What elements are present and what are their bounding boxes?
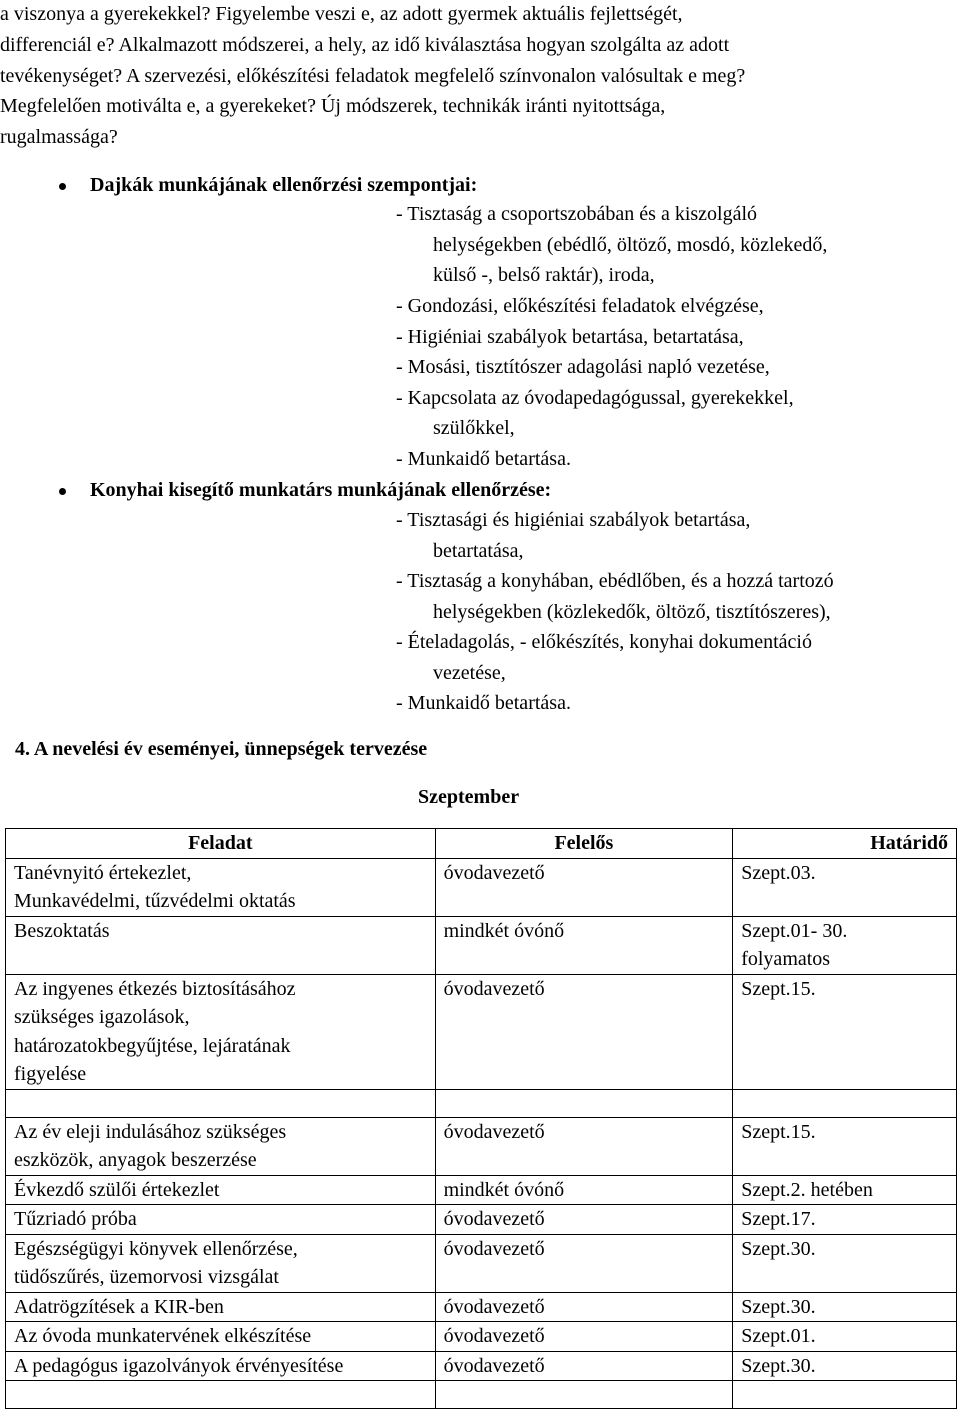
table-row	[6, 1351, 957, 1381]
deadline-cell: Szept.2. hetében	[733, 1175, 957, 1205]
responsible-cell: mindkét óvónő	[435, 1175, 733, 1205]
deadline-cell: Szept.30.	[733, 1292, 957, 1322]
konyha-line: betartatása,	[433, 540, 524, 562]
task-cell: Beszoktatás	[6, 916, 436, 974]
deadline-cell: Szept.15.	[733, 1117, 957, 1175]
intro-line: a viszonya a gyerekekkel? Figyelembe veszi e, az adott gyermek aktuális fejlettségét,	[0, 3, 683, 25]
task-cell: A pedagógus igazolványok érvényesítése	[6, 1351, 436, 1381]
responsible-cell: mindkét óvónő	[435, 916, 733, 974]
table-row	[6, 1089, 957, 1117]
task-cell	[6, 1381, 436, 1409]
responsible-cell: óvodavezető	[435, 1351, 733, 1381]
responsible-cell	[435, 1381, 733, 1409]
header-feladat: Feladat	[6, 829, 436, 859]
task-cell: Évkezdő szülői értekezlet	[6, 1175, 436, 1205]
task-cell: Tanévnyitó értekezlet, Munkavédelmi, tűzvédelmi oktatás	[6, 858, 436, 916]
section-4-title: 4. A nevelési év eseményei, ünnepségek tervezése	[15, 738, 428, 760]
table-row	[6, 974, 957, 1089]
deadline-cell: Szept.30.	[733, 1234, 957, 1292]
konyha-line: vezetése,	[433, 662, 506, 684]
konyha-line: - Tisztasági és higiéniai szabályok betartása,	[396, 509, 751, 531]
konyha-line: helységekben (közlekedők, öltöző, tisztítószeres),	[433, 601, 831, 623]
table-row	[6, 916, 957, 974]
dajka-heading: Dajkák munkájának ellenőrzési szempontjai:	[90, 174, 478, 196]
intro-line: differenciál e? Alkalmazott módszerei, a hely, az idő kiválasztása hogyan szolgálta az adott	[0, 34, 730, 56]
intro-line: tevékenységet? A szervezési, előkészítési feladatok megfelelő színvonalon valósultak e meg?	[0, 65, 746, 87]
task-cell: Egészségügyi könyvek ellenőrzése, tüdőszűrés, üzemorvosi vizsgálat	[6, 1234, 436, 1292]
dajka-line: külső -, belső raktár), iroda,	[433, 264, 655, 286]
month-title: Szeptember	[418, 786, 520, 808]
dajka-line: szülőkkel,	[433, 417, 515, 439]
deadline-cell: Szept.15.	[733, 974, 957, 1089]
responsible-cell: óvodavezető	[435, 1322, 733, 1352]
konyha-line: - Munkaidő betartása.	[396, 692, 571, 714]
dajka-line: - Munkaidő betartása.	[396, 448, 571, 470]
task-cell: Az év eleji indulásához szükséges eszközök, anyagok beszerzése	[6, 1117, 436, 1175]
task-cell: Adatrögzítések a KIR-ben	[6, 1292, 436, 1322]
table-row	[6, 858, 957, 916]
table-row	[6, 1234, 957, 1292]
table-header-row	[6, 829, 957, 859]
intro-line: rugalmassága?	[0, 126, 118, 148]
deadline-cell: Szept.03.	[733, 858, 957, 916]
table-row	[6, 1322, 957, 1352]
table-row	[6, 1175, 957, 1205]
bullet-icon	[59, 183, 66, 190]
task-cell: Az óvoda munkatervének elkészítése	[6, 1322, 436, 1352]
intro-line: Megfelelően motiválta e, a gyerekeket? Új módszerek, technikák iránti nyitottsága,	[0, 95, 666, 117]
konyha-heading: Konyhai kisegítő munkatárs munkájának ellenőrzése:	[90, 479, 552, 501]
deadline-cell: Szept.17.	[733, 1205, 957, 1235]
deadline-cell	[733, 1381, 957, 1409]
schedule-table	[5, 828, 957, 1409]
konyha-line: - Tisztaság a konyhában, ebédlőben, és a hozzá tartozó	[396, 570, 834, 592]
task-cell: Az ingyenes étkezés biztosításához szükséges igazolások, határozatokbegyűjtése, lejáratának figyelése	[6, 974, 436, 1089]
responsible-cell	[435, 1089, 733, 1117]
task-cell: Tűzriadó próba	[6, 1205, 436, 1235]
deadline-cell	[733, 1089, 957, 1117]
responsible-cell: óvodavezető	[435, 1292, 733, 1322]
header-hatarido: Határidő	[733, 829, 957, 859]
responsible-cell: óvodavezető	[435, 858, 733, 916]
dajka-line: - Kapcsolata az óvodapedagógussal, gyerekekkel,	[396, 387, 794, 409]
table-row	[6, 1381, 957, 1409]
header-felelos: Felelős	[435, 829, 733, 859]
konyha-line: - Ételadagolás, - előkészítés, konyhai dokumentáció	[396, 631, 812, 653]
dajka-line: helységekben (ebédlő, öltöző, mosdó, közlekedő,	[433, 234, 828, 256]
responsible-cell: óvodavezető	[435, 1205, 733, 1235]
responsible-cell: óvodavezető	[435, 974, 733, 1089]
deadline-cell: Szept.30.	[733, 1351, 957, 1381]
responsible-cell: óvodavezető	[435, 1117, 733, 1175]
dajka-line: - Higiéniai szabályok betartása, betartatása,	[396, 326, 744, 348]
table-row	[6, 1117, 957, 1175]
deadline-cell: Szept.01- 30. folyamatos	[733, 916, 957, 974]
table-row	[6, 1292, 957, 1322]
bullet-icon	[59, 488, 66, 495]
dajka-line: - Gondozási, előkészítési feladatok elvégzése,	[396, 295, 764, 317]
task-cell	[6, 1089, 436, 1117]
responsible-cell: óvodavezető	[435, 1234, 733, 1292]
deadline-cell: Szept.01.	[733, 1322, 957, 1352]
table-row	[6, 1205, 957, 1235]
dajka-line: - Tisztaság a csoportszobában és a kiszolgáló	[396, 203, 758, 225]
dajka-line: - Mosási, tisztítószer adagolási napló vezetése,	[396, 356, 770, 378]
